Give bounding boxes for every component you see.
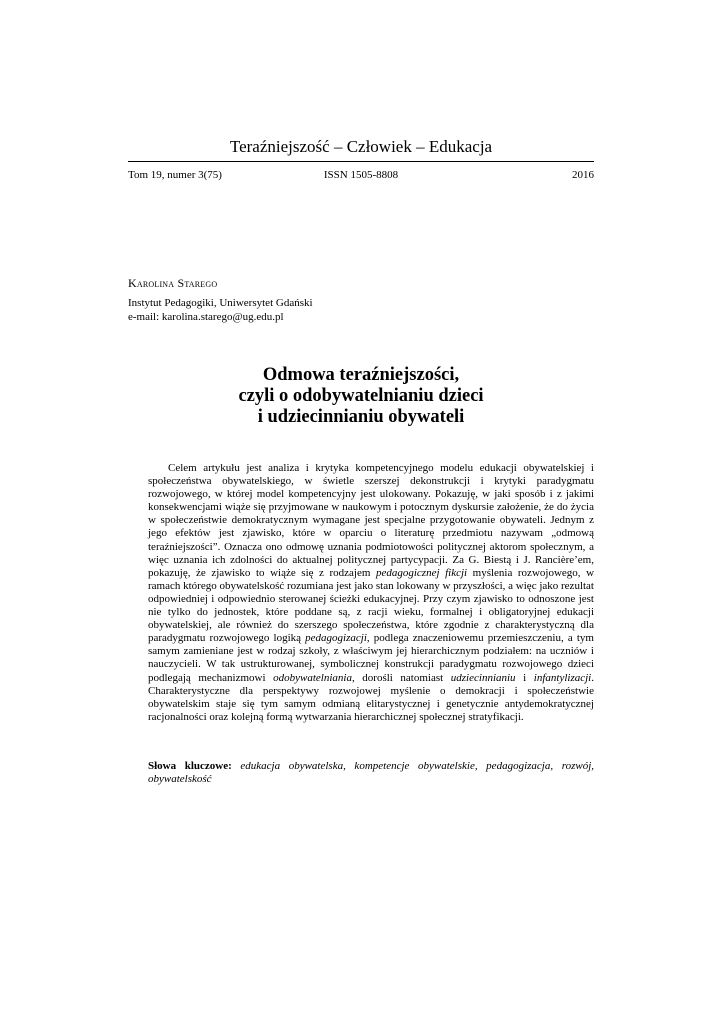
abstract (148, 462, 594, 724)
title-line: czyli o odobywatelnianiu dzieci (238, 386, 484, 406)
abstract-text: . Charakterystyczne dla perspektywy rozwojowej myślenie o demokracji i społeczeństwie obywatelskim staje się tym samym odmianą elitarystycznej i genetycznie antydemokratycznej racjonalności oraz kolejną formą wytwarzania hierarchicznej społecznej stratyfikacji. (148, 671, 594, 723)
abstract-emphasis: pedagogizacji (305, 632, 367, 645)
issn: ISSN 1505-8808 (323, 169, 399, 181)
abstract-emphasis: udziecinnianiu (450, 671, 516, 684)
abstract-text: , podlega znaczeniowemu przemieszczeniu, a tym samym zamieniane jest w rodzaj szkoły, z właściwym jej hierarchicznym podziałem: na uczniów i nauczycieli. W tak ustrukturowanej, symbolicznej konstrukcji paradygmatu rozwojowego dzieci podlegają mechanizmowi (148, 632, 594, 684)
journal-title: Teraźniejszość – Człowiek – Edukacja (229, 137, 493, 156)
keywords-label: Słowa kluczowe: (148, 760, 232, 772)
article-title (128, 365, 594, 428)
author-affiliation: Instytut Pedagogiki, Uniwersytet Gdański (128, 297, 313, 309)
abstract-emphasis: pedagogicznej fikcji (375, 566, 468, 579)
abstract-text: i (515, 671, 534, 684)
author-name: Karolina Starego (128, 276, 218, 290)
abstract-text: , dorośli natomiast (351, 671, 451, 684)
title-line: Odmowa teraźniejszości, (262, 365, 460, 385)
title-line: i udziecinnianiu obywateli (257, 407, 465, 427)
abstract-emphasis: odobywatelniania (273, 671, 352, 684)
header-rule (128, 161, 594, 162)
abstract-emphasis: infantylizacji (533, 671, 592, 684)
keywords-list: edukacja obywatelska, kompetencje obywatelskie, pedagogizacja, rozwój, obywatelskość (148, 760, 594, 786)
abstract-text: myślenia rozwojowego, w ramach którego obywatelskość rozumiana jest jako stan lokowany w przyszłości, a więc jako rezultat odpowiedniej i odpowiednio sterowanej ścieżki edukacyjnej. Przy czym zjawisko to odnoszone jest nie tylko do jednostek, które poddane są, z racji wieku, formalnej i obligatoryjnej edukacji obywatelskiej, ale również do szerszego społeczeństwa, które zgodnie z charakterystyczną dla paradygmatu rozwojowego logiką (148, 566, 595, 645)
author-email: e-mail: karolina.starego@ug.edu.pl (128, 311, 284, 323)
keywords (148, 760, 594, 786)
abstract-text: Celem artykułu jest analiza i krytyka kompetencyjnego modelu edukacji obywatelskiej i społeczeństwa obywatelskiego, w świetle szerszej dekonstrukcji i krytyki paradygmatu rozwojowego, w której model kompetencyjny jest ulokowany. Pokazuję, w jaki sposób i z jakimi konsekwencjami wiąże się przyjmowane w naukowym i potocznym dyskursie założenie, że do życia w społeczeństwie demokratycznym wymagane jest specjalne przygotowanie obywateli. Jednym z jego efektów jest zjawisko, które w oparciu o literaturę przedmiotu nazywam „odmową teraźniejszości”. Oznacza ono odmowę uznania podmiotowości politycznej aktorom społecznym, a więc uznania ich zdolności do aktualnej politycznej partycypacji. Za G. Biestą i J. Rancière’em, pokazuję, że zjawisko to wiąże się z rodzajem (148, 462, 594, 579)
volume-number: Tom 19, numer 3(75) (128, 169, 222, 181)
publication-year: 2016 (572, 169, 594, 181)
